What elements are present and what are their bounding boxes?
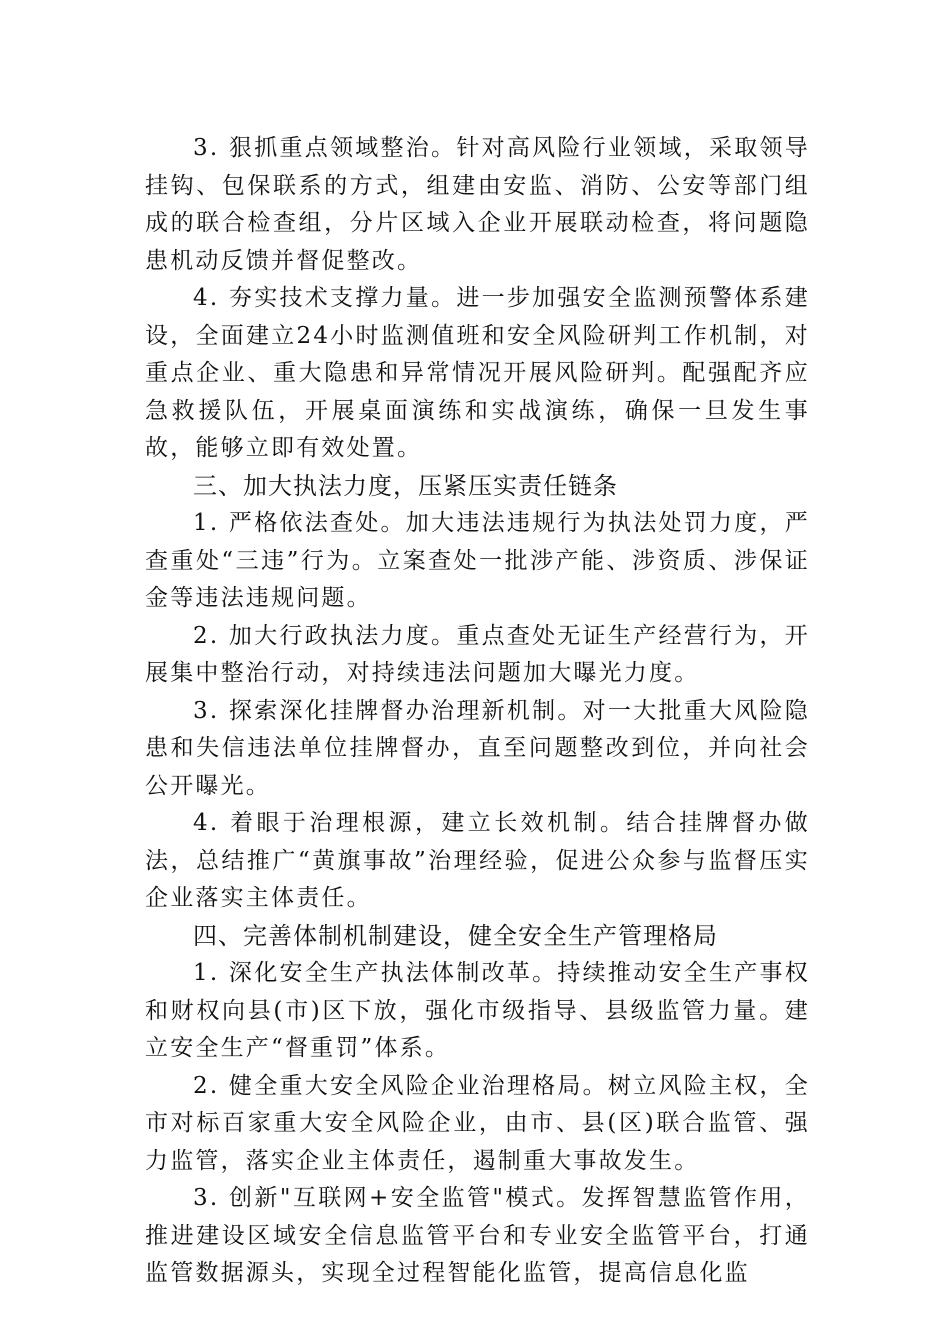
item-lead: 1. 深化安全生产执法体制改革。: [193, 960, 558, 986]
item-body: 进一步加强安全监测预警体系建设，全面建立24小时监测值班和安全风险研判工作机制，对重点企业、重大隐患和异常情况开展风险研判。配强配齐应急救援队伍，开展桌面演练和实战演练，确保一旦发生事故，能够立即有效处置。: [145, 285, 810, 461]
item-lead: 3. 探索深化挂牌督办治理新机制。: [193, 697, 583, 724]
paragraph-item: [145, 130, 810, 280]
item-body: 重点查处无证生产经营行为，开展集中整治行动，对持续违法问题加大曝光力度。: [145, 622, 810, 686]
paragraph-item: [145, 805, 810, 918]
paragraph-item: [145, 505, 810, 618]
section-heading: 三、加大执法力度，压紧压实责任链条: [193, 471, 618, 500]
item-lead: 1. 严格依法查处。: [193, 510, 406, 536]
paragraph-item: [145, 280, 810, 468]
item-lead: 3. 狠抓重点领域整治。: [193, 135, 457, 161]
item-body: 加大违法违规行为执法处罚力度，严查重处“三违”行为。立案查处一批涉产能、涉资质、涉保证金等违法违规问题。: [145, 510, 810, 611]
item-body: 持续推动安全生产事权和财权向县(市)区下放，强化市级指导、县级监管力量。建立安全生产“督重罚”体系。: [145, 960, 810, 1061]
item-lead: 2. 加大行政执法力度。: [193, 622, 457, 649]
item-lead: 4. 夯实技术支撑力量。: [193, 285, 457, 311]
item-body: 针对高风险行业领域，采取领导挂钩、包保联系的方式，组建由安监、消防、公安等部门组成的联合检查组，分片区域入企业开展联动检查，将问题隐患机动反馈并督促整改。: [145, 135, 810, 274]
paragraph-item: [145, 618, 810, 693]
paragraph-item: [145, 1180, 810, 1293]
section-heading: 四、完善体制机制建设，健全安全生产管理格局: [193, 921, 718, 950]
document-body: [145, 130, 810, 1293]
paragraph-item: [145, 955, 810, 1068]
item-lead: 3. 创新"互联网+安全监管"模式。: [193, 1185, 582, 1211]
paragraph-item: [145, 1068, 810, 1181]
item-body: 结合挂牌督办做法，总结推广“黄旗事故”治理经验，促进公众参与监督压实企业落实主体责任。: [145, 810, 811, 911]
item-lead: 4. 着眼于治理根源，建立长效机制。: [193, 810, 627, 836]
paragraph-item: [145, 693, 810, 806]
item-lead: 2. 健全重大安全风险企业治理格局。: [193, 1072, 608, 1099]
item-body: 树立风险主权，全市对标百家重大安全风险企业，由市、县(区)联合监管、强力监管，落实企业主体责任，遏制重大事故发生。: [145, 1072, 810, 1174]
item-body: 对一大批重大风险隐患和失信违法单位挂牌督办，直至问题整改到位，并向社会公开曝光。: [145, 697, 810, 799]
item-body: 发挥智慧监管作用，推进建设区域安全信息监管平台和专业安全监管平台，打通监管数据源头，实现全过程智能化监管，提高信息化监: [145, 1185, 810, 1286]
